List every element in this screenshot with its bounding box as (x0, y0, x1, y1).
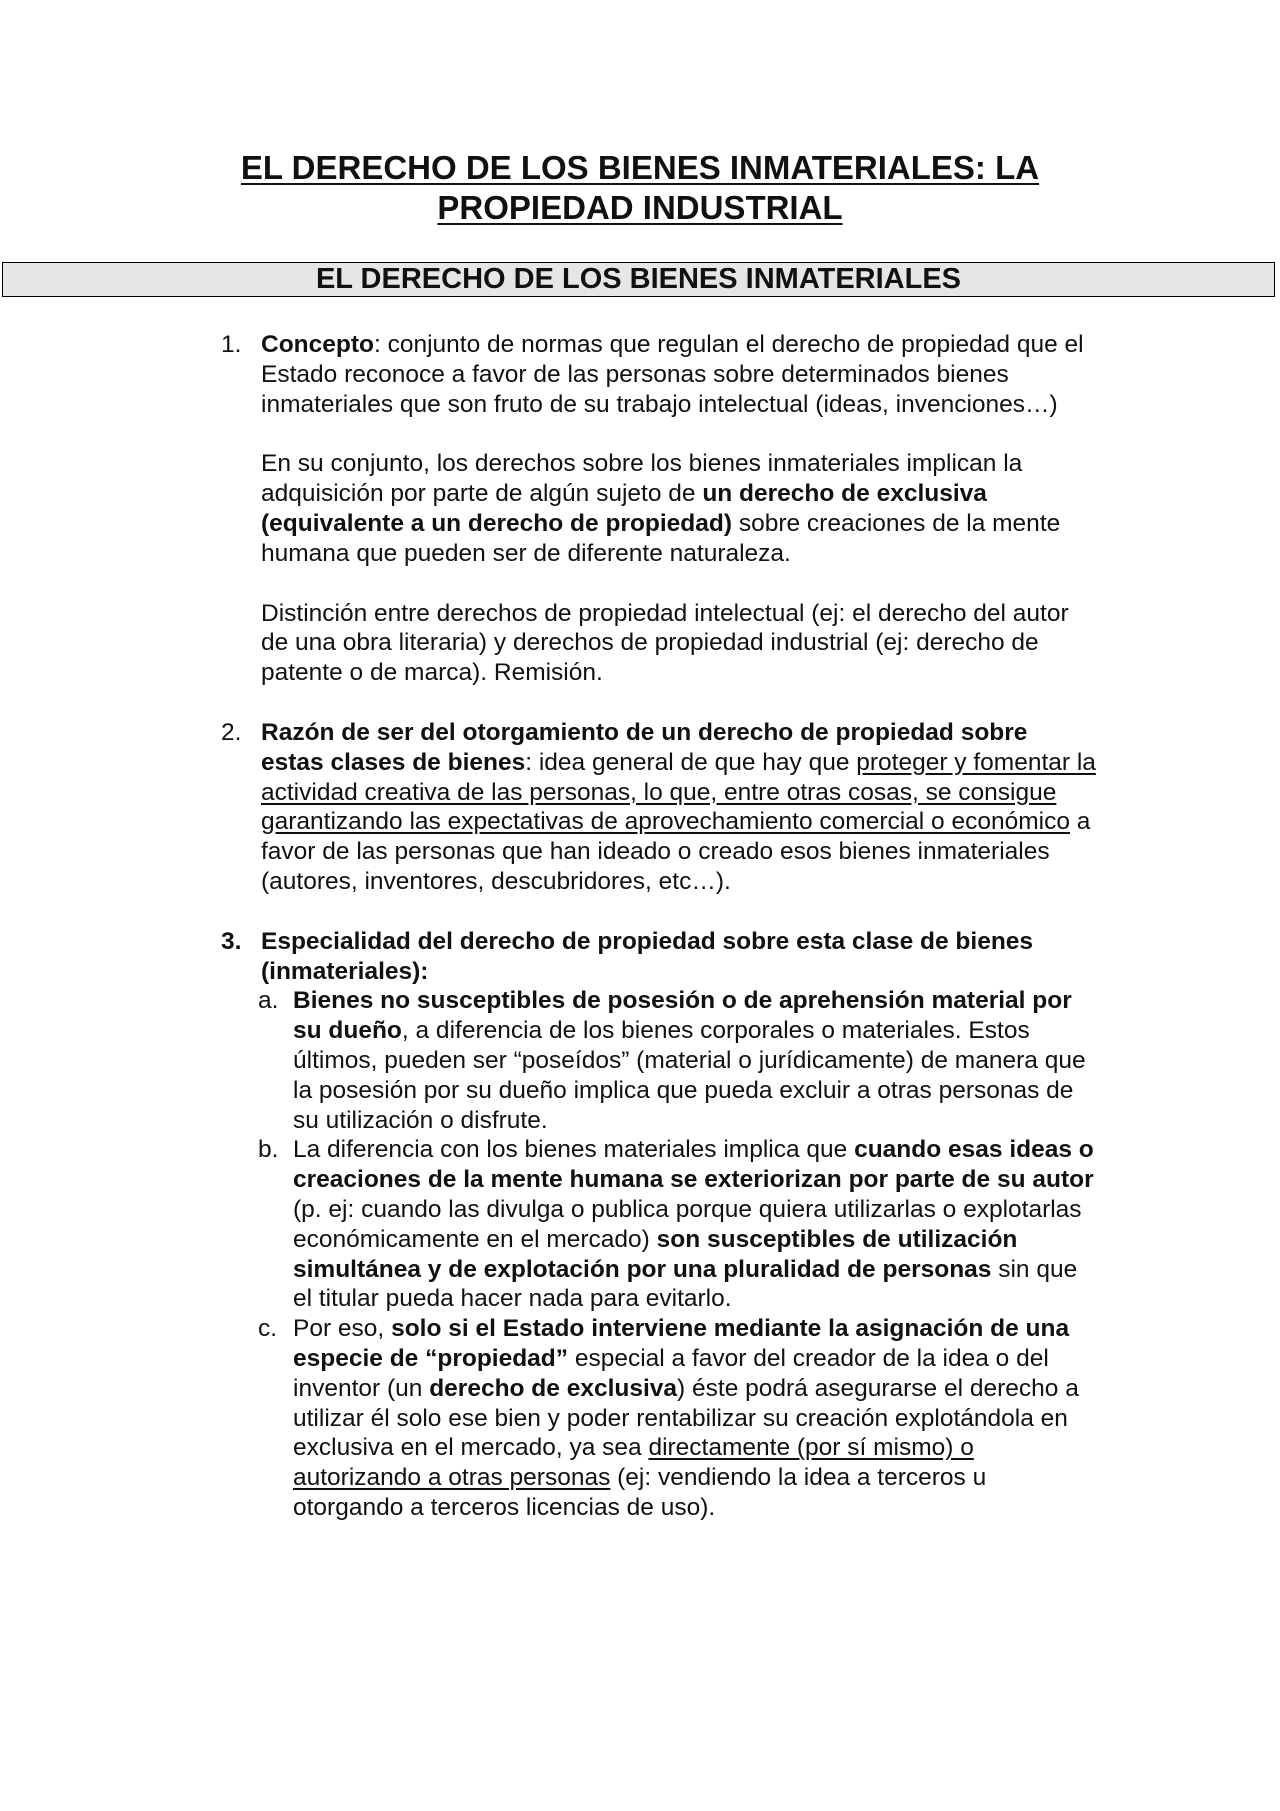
sub-item-a (216, 986, 1096, 1135)
sub-b-b2: son susceptibles de utilización simultánea y de explotación por una pluralidad de personas (293, 1225, 1018, 1283)
item-number: 3. (221, 927, 242, 955)
item2-underlined: proteger y fomentar la actividad creativa de las personas, lo que, entre otras cosas, se consigue garantizando las expectativas de aprovechamiento comercial o económico (261, 748, 1096, 836)
sub-c-t2: especial a favor del creador de la idea o del inventor (un (293, 1344, 1049, 1402)
sub-c-t3: ) éste podrá asegurarse el derecho a utilizar él solo ese bien y poder rentabilizar su creación explotándola en exclusiva en el mercado, ya sea (293, 1374, 1079, 1462)
item2-paragraph (261, 718, 1096, 897)
item-number: 1. (221, 331, 242, 358)
page-title (0, 148, 1280, 228)
sub-c-t4: (ej: vendiendo la idea a terceros u otorgando a terceros licencias de uso). (293, 1464, 987, 1521)
item1-p2-text-c: sobre creaciones de la mente humana que pueden ser de diferente naturaleza. (261, 509, 1061, 567)
sub-item-letter: c. (258, 1315, 278, 1343)
item-number: 2. (221, 718, 242, 746)
list-item-1 (216, 330, 1096, 688)
sub-item-b (216, 1135, 1096, 1314)
title-line-1: EL DERECHO DE LOS BIENES INMATERIALES: LA (240, 149, 1040, 186)
sub-item-c (216, 1314, 1096, 1523)
item1-text: : conjunto de normas que regulan el derecho de propiedad que el Estado reconoce a favor de las personas sobre determinados bienes inmateriales que son fruto de su trabajo intelectual (ideas, invenciones…) (261, 331, 1084, 418)
item2-lead: Razón de ser del otorgamiento de un derecho de propiedad sobre estas clases de bienes (261, 718, 1028, 776)
sub-c-b1: solo si el Estado interviene mediante la asignación de una especie de “propiedad” (293, 1315, 1070, 1372)
sub-a-bold: Bienes no susceptibles de posesión o de aprehensión material por su dueño (293, 987, 1072, 1045)
item1-paragraph-3: Distinción entre derechos de propiedad intelectual (ej: el derecho del autor de una obra literaria) y derechos de propiedad industrial (ej: derecho de patente o de marca). Remisión. (261, 599, 1069, 687)
item1-p2-bold: un derecho de exclusiva (equivalente a un derecho de propiedad) (261, 480, 987, 537)
sub-item-a-text (293, 986, 1096, 1135)
sub-item-letter: a. (258, 987, 279, 1015)
item1-paragraph-2 (261, 449, 1096, 568)
sub-item-b-text (293, 1135, 1096, 1314)
sub-item-c-text (293, 1314, 1096, 1523)
item2-text-a: : idea general de que hay que (525, 748, 857, 776)
list-item-2 (216, 718, 1096, 897)
sub-b-t2: (p. ej: cuando las divulga o publica porque quiera utilizarlas o explotarlas económicamente en el mercado) (293, 1195, 1082, 1253)
item3-lead: Especialidad del derecho de propiedad sobre esta clase de bienes (inmateriales): (261, 927, 1034, 985)
sub-a-text: , a diferencia de los bienes corporales o materiales. Estos últimos, pueden ser “poseídos” (material o jurídicamente) de manera que la posesión por su dueño implica que pueda excluir a otras personas de su utilización o disfrute. (293, 1017, 1086, 1134)
sub-b-t3: sin que el titular pueda hacer nada para evitarlo. (293, 1255, 1078, 1313)
section-heading-box (2, 262, 1275, 297)
document-body (216, 330, 1096, 1523)
item1-p2-text-a: En su conjunto, los derechos sobre los bienes inmateriales implican la adquisición por parte de algún sujeto de (261, 450, 1023, 508)
title-line-2: PROPIEDAD INDUSTRIAL (437, 189, 843, 226)
item1-paragraph-1 (261, 330, 1096, 419)
item1-lead: Concepto (261, 331, 374, 358)
item2-text-b: a favor de las personas que han ideado o creado esos bienes inmateriales (autores, inventores, descubridores, etc…). (261, 808, 1091, 895)
list-item-3 (216, 927, 1096, 1523)
sub-c-underlined: directamente (por sí mismo) o autorizando a otras personas (293, 1434, 974, 1492)
section-heading: EL DERECHO DE LOS BIENES INMATERIALES (315, 263, 962, 295)
sub-c-t1: Por eso, (293, 1315, 392, 1343)
sub-b-b1: cuando esas ideas o creaciones de la mente humana se exteriorizan por parte de su autor (293, 1136, 1094, 1194)
sub-b-t1: La diferencia con los bienes materiales implica que (293, 1136, 855, 1164)
sub-c-b2: derecho de exclusiva (429, 1374, 678, 1402)
item3-lead-paragraph (261, 927, 1096, 987)
sub-item-letter: b. (258, 1136, 279, 1164)
